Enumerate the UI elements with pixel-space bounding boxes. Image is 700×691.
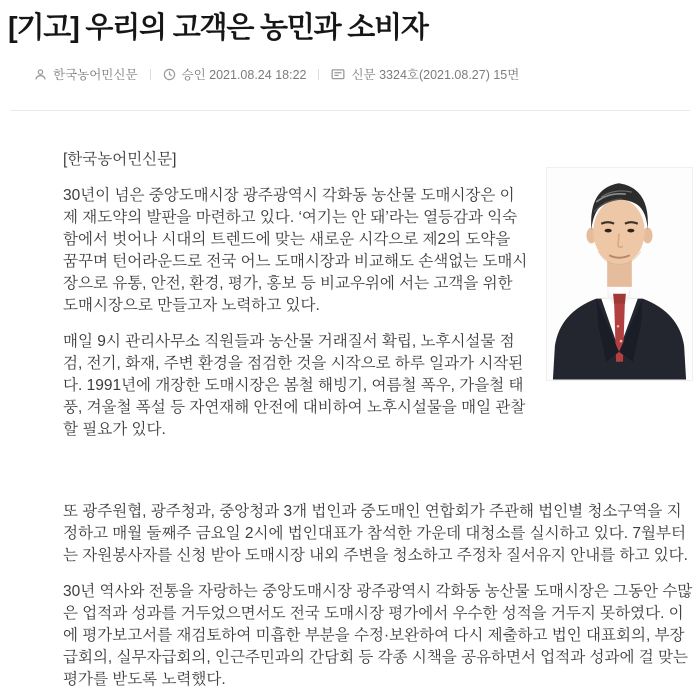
article-credit: [한국농어민신문] xyxy=(63,151,177,168)
header-divider xyxy=(10,110,690,111)
byline-issue-label: 신문 3324호(2021.08.27) 15면 xyxy=(351,68,520,82)
author-photo xyxy=(546,167,693,381)
page-title: [기고] 우리의 고객은 농민과 소비자 xyxy=(8,12,428,44)
byline-separator xyxy=(318,69,319,80)
byline xyxy=(34,65,700,83)
newspaper-icon xyxy=(331,68,345,81)
article-paragraph: 매일 9시 관리사무소 직원들과 농산물 거래질서 확립, 노후시설물 점검, 전기, 화재, 주변 환경을 점검한 것을 시작으로 하루 일과가 시작된다. 1991년에 개장한 도매시장은 봄철 해빙기, 여름철 폭우, 가을철 태풍, 겨울철 폭설 등 자연재해 안전에 대비하여 노후시설물을 매일 관찰할 필요가 있다. xyxy=(63,333,526,438)
byline-source-label: 한국농어민신문 xyxy=(53,68,138,82)
byline-separator xyxy=(150,69,151,80)
byline-approved xyxy=(163,65,307,83)
byline-approved-label: 승인 2021.08.24 18:22 xyxy=(181,68,307,82)
article-paragraph: 30년 역사와 전통을 자랑하는 중앙도매시장 광주광역시 각화동 농산물 도매시장은 그동안 수많은 업적과 성과를 거두었으면서도 전국 도매시장 평가에서 우수한 성적을 거두지 못하였다. 이에 평가보고서를 재검토하여 미흡한 부분을 수정·보완하여 다시 제출하고 법인 대표회의, 부장급회의, 실무자급회의, 인근주민과의 간담회 등 각종 시책을 공유하면서 업적과 성과에 걸 맞는 평가를 받도록 노력했다. xyxy=(63,583,693,688)
person-icon xyxy=(34,68,47,81)
clock-icon xyxy=(163,68,176,81)
article-paragraph: 30년이 넘은 중앙도매시장 광주광역시 각화동 농산물 도매시장은 이제 재도약의 발판을 마련하고 있다. ‘여기는 안 돼’라는 열등감과 익숙함에서 벗어나 시대의 트렌드에 맞는 새로운 시각으로 제2의 도약을 꿈꾸며 턴어라운드로 전국 어느 도매시장과 비교해도 손색없는 도매시장으로 유통, 안전, 환경, 평가, 홍보 등 비교우위에 서는 고객을 위한 도매시장으로 만들고자 노력하고 있다. xyxy=(63,187,528,314)
portrait-man-in-suit xyxy=(547,168,692,380)
article-body xyxy=(63,149,693,691)
byline-source xyxy=(34,65,138,83)
article-paragraph: 또 광주원협, 광주청과, 중앙청과 3개 법인과 중도매인 연합회가 주관해 법인별 청소구역을 지정하고 매월 둘째주 금요일 2시에 법인대표가 참석한 가운데 대청소를 실시하고 있다. 7월부터는 자원봉사자를 신청 받아 도매시장 내외 주변을 청소하고 주정차 질서유지 안내를 하고 있다. xyxy=(63,503,688,564)
byline-issue xyxy=(331,65,519,83)
